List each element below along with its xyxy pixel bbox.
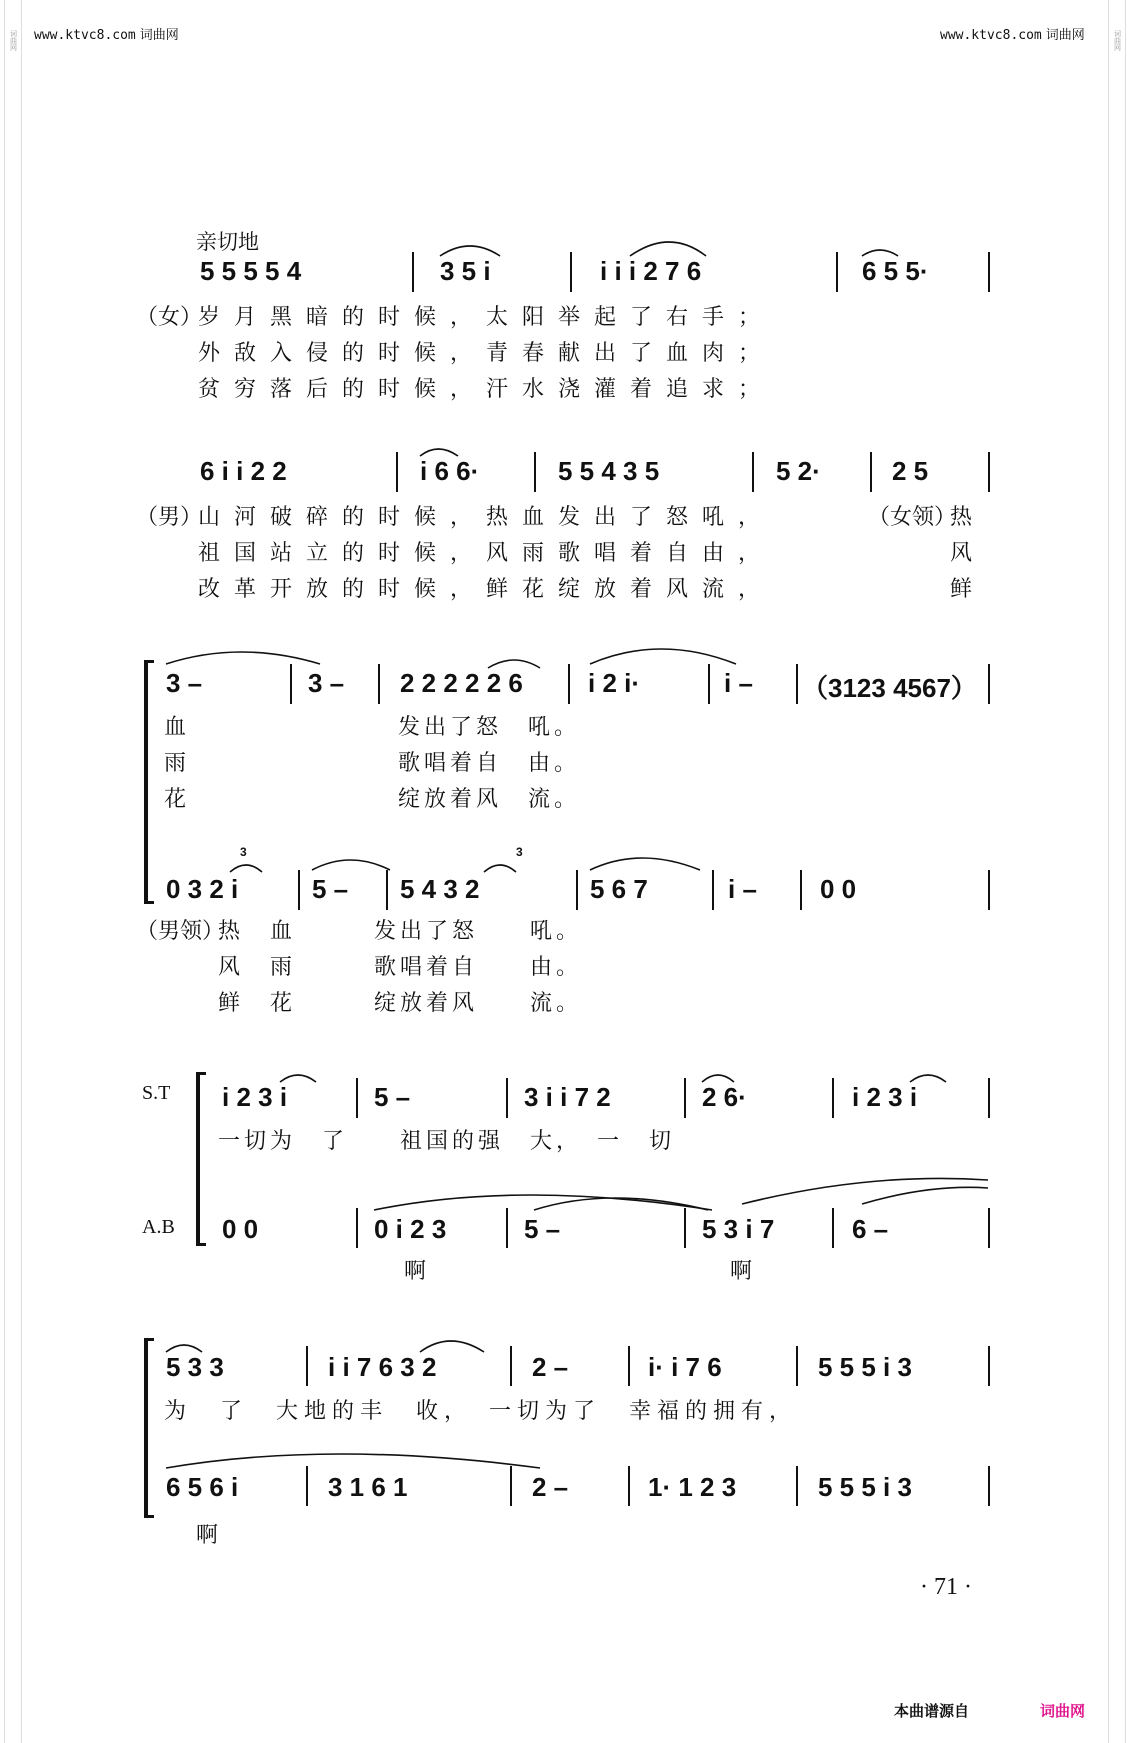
- ab-measure-2: 0 i 2 3: [374, 1214, 447, 1244]
- upper-measure-1: 3 –: [166, 668, 203, 698]
- barline: [568, 664, 570, 704]
- barline: [306, 1346, 308, 1386]
- measure-2: i 6 6·: [420, 456, 480, 486]
- barline: [988, 1208, 990, 1248]
- tempo-marking: 亲切地: [196, 230, 259, 254]
- ab-lyric-1: 啊: [404, 1259, 431, 1284]
- ab-measure-4: 5 3 i 7: [702, 1214, 775, 1244]
- slur: [590, 858, 700, 870]
- barline: [988, 870, 990, 910]
- lower-measure-1: 0 3 2 i: [166, 874, 239, 904]
- slur: [630, 242, 706, 256]
- lower-measure-5: i –: [728, 874, 757, 904]
- lower-measure-6: 0 0: [820, 874, 857, 904]
- slur: [420, 449, 458, 456]
- barline: [306, 1466, 308, 1506]
- upper-measure-2: 3 –: [308, 668, 345, 698]
- ab-lyric-2: 啊: [730, 1259, 757, 1284]
- barline: [836, 252, 838, 292]
- upper-lyric-first-1: 血: [164, 715, 191, 740]
- upper-lyric-first-2: 雨: [164, 751, 191, 776]
- header-url[interactable]: www.ktvc8.com: [34, 28, 136, 43]
- part-label-female: （女）: [136, 304, 203, 329]
- st-measure-4: 2 6·: [702, 1082, 747, 1112]
- slur: [166, 1454, 540, 1468]
- measure-4: 6 5 5·: [862, 256, 929, 286]
- part-label-male-lead: （男领）: [136, 918, 225, 943]
- lower-measure-4: 1· 1 2 3: [648, 1472, 737, 1502]
- barline: [298, 870, 300, 910]
- barline: [684, 1208, 686, 1248]
- side-watermark: 词曲网: [9, 30, 18, 51]
- barline: [396, 452, 398, 492]
- barline: [988, 252, 990, 292]
- lyric-verse-1: 山河破碎的时候，热血发出了怒吼，: [198, 505, 775, 530]
- slur: [910, 1075, 946, 1082]
- barline: [832, 1208, 834, 1248]
- slur: [484, 865, 516, 872]
- side-watermark: 词曲网: [1113, 30, 1122, 51]
- footer-source-label: 本曲谱源自: [894, 1702, 970, 1720]
- barline: [356, 1208, 358, 1248]
- lyric-verse-2: 外敌入侵的时候，青春献出了血肉；: [198, 341, 775, 366]
- barline: [800, 870, 802, 910]
- upper-measure-6: （3123 4567）: [802, 673, 977, 703]
- upper-lyric-rest-2: 歌唱着自 由。: [398, 751, 581, 776]
- slur: [420, 1341, 484, 1352]
- lower-lyric-2: 风 雨 歌唱着自 由。: [218, 955, 583, 980]
- upper-measure-5: 5 5 5 i 3: [818, 1352, 912, 1382]
- ab-measure-5: 6 –: [852, 1214, 889, 1244]
- barline: [628, 1466, 630, 1506]
- lower-lyric-3: 鲜 花 绽放着风 流。: [218, 991, 583, 1016]
- right-margin-strip: [1108, 0, 1126, 1743]
- page-number: · 71 ·: [920, 1574, 972, 1600]
- part-label-female-lead: （女领）: [868, 504, 957, 529]
- barline: [988, 664, 990, 704]
- barline: [988, 1346, 990, 1386]
- ab-measure-1: 0 0: [222, 1214, 259, 1244]
- barline: [796, 664, 798, 704]
- slur: [280, 1075, 316, 1082]
- footer-brand-link[interactable]: 词曲网: [1040, 1702, 1086, 1720]
- measure-2: 3 5 i: [440, 256, 491, 286]
- header-url-right[interactable]: [940, 24, 1085, 43]
- header-site-name: 词曲网: [1045, 28, 1085, 43]
- ab-measure-3: 5 –: [524, 1214, 561, 1244]
- measure-3: 5 5 4 3 5: [558, 456, 660, 486]
- system-bracket: [144, 1338, 154, 1518]
- header-site-name: 词曲网: [139, 28, 179, 43]
- barline: [628, 1346, 630, 1386]
- header-url-left[interactable]: [34, 24, 179, 43]
- st-measure-1: i 2 3 i: [222, 1082, 288, 1112]
- tie: [742, 1178, 988, 1204]
- label-st: S.T: [142, 1082, 171, 1104]
- lower-measure-2: 3 1 6 1: [328, 1472, 408, 1502]
- barline: [988, 1078, 990, 1118]
- lower-measure-3: 2 –: [532, 1472, 569, 1502]
- barline: [506, 1078, 508, 1118]
- upper-lyric-first-3: 花: [164, 787, 191, 812]
- tie: [862, 1187, 988, 1204]
- lower-measure-1: 6 5 6 i: [166, 1472, 239, 1502]
- system-bracket: [196, 1072, 206, 1246]
- lyric-verse-3: 贫穷落后的时候，汗水浇灌着追求；: [198, 377, 775, 402]
- barline: [796, 1466, 798, 1506]
- barline: [576, 870, 578, 910]
- measure-4: 5 2·: [776, 456, 821, 486]
- upper-measure-4: i 2 i·: [588, 668, 641, 698]
- upper-measure-3: 2 –: [532, 1352, 569, 1382]
- barline: [506, 1208, 508, 1248]
- barline: [510, 1346, 512, 1386]
- left-margin-strip: [4, 0, 22, 1743]
- barline: [290, 664, 292, 704]
- st-measure-5: i 2 3 i: [852, 1082, 918, 1112]
- barline: [378, 664, 380, 704]
- upper-lyric: 为 了 大地的丰 收， 一切为了 幸福的拥有，: [164, 1399, 798, 1424]
- lead-lyric-3: 鲜: [950, 577, 987, 602]
- upper-measure-3: 2 2 2 2 2 6: [400, 668, 523, 698]
- barline: [412, 252, 414, 292]
- slur: [702, 1075, 734, 1082]
- slur: [166, 1345, 202, 1352]
- lower-measure-5: 5 5 5 i 3: [818, 1472, 912, 1502]
- lower-measure-3: 5 4 3 2: [400, 874, 480, 904]
- barline: [988, 452, 990, 492]
- measure-1: 5 5 5 5 4: [200, 256, 302, 286]
- st-lyric: 一切为 了 祖国的强 大， 一 切: [218, 1129, 676, 1154]
- header-url[interactable]: www.ktvc8.com: [940, 28, 1042, 43]
- barline: [570, 252, 572, 292]
- system-bracket: [144, 660, 154, 904]
- tie: [534, 1198, 708, 1210]
- upper-measure-1: 5 3 3: [166, 1352, 224, 1382]
- upper-measure-2: i i 7 6 3 2: [328, 1352, 437, 1382]
- lower-measure-2: 5 –: [312, 874, 349, 904]
- tie: [312, 860, 390, 870]
- slur: [230, 865, 262, 872]
- lower-lyric: 啊: [196, 1523, 223, 1548]
- lead-lyric-1: 热: [950, 505, 987, 530]
- barline: [386, 870, 388, 910]
- barline: [356, 1078, 358, 1118]
- barline: [708, 664, 710, 704]
- upper-lyric-rest-3: 绽放着风 流。: [398, 787, 581, 812]
- slur: [488, 660, 540, 668]
- lead-lyric-2: 风: [950, 541, 987, 566]
- barline: [684, 1078, 686, 1118]
- measure-1: 6 i i 2 2: [200, 456, 287, 486]
- upper-measure-4: i· i 7 6: [648, 1352, 722, 1382]
- measure-3: i i i 2 7 6: [600, 256, 702, 286]
- barline: [534, 452, 536, 492]
- st-measure-3: 3 i i 7 2: [524, 1082, 611, 1112]
- lower-lyric-1: 热 血 发出了怒 吼。: [218, 919, 583, 944]
- lyric-verse-1: 岁月黑暗的时候，太阳举起了右手；: [198, 305, 775, 330]
- lyric-verse-3: 改革开放的时候，鲜花绽放着风流，: [198, 577, 775, 602]
- triplet-mark: 3: [240, 845, 247, 859]
- lower-measure-4: 5 6 7: [590, 874, 648, 904]
- label-ab: A.B: [142, 1216, 175, 1238]
- tie: [166, 652, 320, 664]
- barline: [988, 1466, 990, 1506]
- triplet-mark: 3: [516, 845, 523, 859]
- upper-lyric-rest-1: 发出了怒 吼。: [398, 715, 581, 740]
- measure-5: 2 5: [892, 456, 929, 486]
- upper-measure-5: i –: [724, 668, 753, 698]
- lyric-verse-2: 祖国站立的时候，风雨歌唱着自由，: [198, 541, 775, 566]
- barline: [796, 1346, 798, 1386]
- barline: [870, 452, 872, 492]
- slur: [374, 1195, 712, 1210]
- tie: [590, 649, 736, 664]
- barline: [752, 452, 754, 492]
- slur: [440, 246, 500, 256]
- st-measure-2: 5 –: [374, 1082, 411, 1112]
- part-label-male: （男）: [136, 504, 203, 529]
- barline: [832, 1078, 834, 1118]
- barline: [510, 1466, 512, 1506]
- barline: [712, 870, 714, 910]
